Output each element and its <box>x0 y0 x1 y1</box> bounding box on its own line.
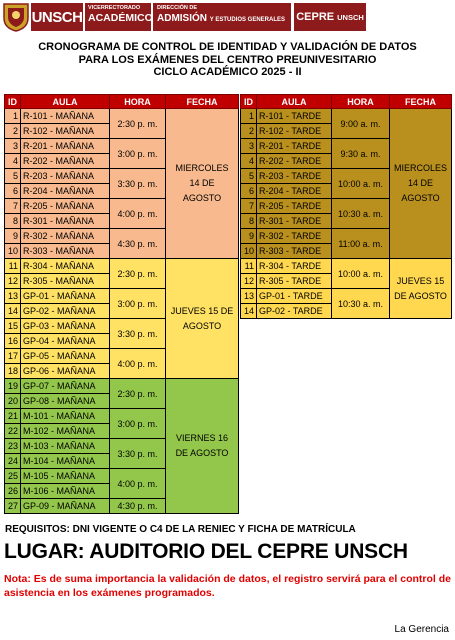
row-hora: 3:00 p. m. <box>110 409 166 439</box>
row-id: 10 <box>241 244 257 259</box>
row-id: 21 <box>5 409 21 424</box>
table-row <box>241 109 452 124</box>
row-aula: R-303 - TARDE <box>257 244 332 259</box>
schedule-table-tarde <box>240 94 452 319</box>
table-row <box>5 259 239 274</box>
vicerrectorado-logo <box>85 3 151 31</box>
row-hora: 4:30 p. m. <box>110 229 166 259</box>
header-logos <box>0 0 455 34</box>
row-id: 9 <box>241 229 257 244</box>
row-aula: M-102 - MAÑANA <box>21 424 110 439</box>
title-line3: CICLO ACADÉMICO 2025 - II <box>153 66 302 78</box>
row-aula: R-205 - MAÑANA <box>21 199 110 214</box>
row-id: 11 <box>241 259 257 274</box>
table-row <box>5 109 239 124</box>
col-header-hora: HORA <box>332 95 390 109</box>
row-hora: 3:30 p. m. <box>110 439 166 469</box>
row-hora: 11:00 a. m. <box>332 229 390 259</box>
cepre-main: CEPRE <box>296 11 335 23</box>
row-id: 2 <box>5 124 21 139</box>
row-fecha: JUEVES 15 DE AGOSTO <box>166 259 239 379</box>
requisitos-text: REQUISITOS: DNI VIGENTE O C4 DE LA RENIEC Y FICHA DE MATRÍCULA <box>5 524 356 535</box>
col-header-hora: HORA <box>110 95 166 109</box>
row-aula: GP-02 - MAÑANA <box>21 304 110 319</box>
row-id: 22 <box>5 424 21 439</box>
vice-line2: ACADÉMICO <box>88 12 153 24</box>
row-aula: M-101 - MAÑANA <box>21 409 110 424</box>
row-aula: GP-04 - MAÑANA <box>21 334 110 349</box>
row-aula: R-303 - MAÑANA <box>21 244 110 259</box>
row-aula: R-203 - MAÑANA <box>21 169 110 184</box>
row-id: 12 <box>241 274 257 289</box>
row-hora: 2:30 p. m. <box>110 379 166 409</box>
row-id: 4 <box>5 154 21 169</box>
row-id: 12 <box>5 274 21 289</box>
row-aula: M-106 - MAÑANA <box>21 484 110 499</box>
row-id: 8 <box>5 214 21 229</box>
row-id: 8 <box>241 214 257 229</box>
admision-logo <box>153 3 291 31</box>
row-hora: 2:30 p. m. <box>110 109 166 139</box>
row-id: 4 <box>241 154 257 169</box>
row-id: 6 <box>241 184 257 199</box>
cepre-small: UNSCH <box>337 12 364 22</box>
row-aula: GP-06 - MAÑANA <box>21 364 110 379</box>
row-id: 1 <box>5 109 21 124</box>
row-id: 5 <box>241 169 257 184</box>
document-title <box>0 41 455 79</box>
row-hora: 4:00 p. m. <box>110 469 166 499</box>
unsch-logo <box>31 3 83 31</box>
title-line1: CRONOGRAMA DE CONTROL DE IDENTIDAD Y VALIDACIÓN DE DATOS <box>38 41 417 53</box>
row-aula: R-305 - TARDE <box>257 274 332 289</box>
row-aula: R-202 - TARDE <box>257 154 332 169</box>
row-id: 24 <box>5 454 21 469</box>
cepre-logo <box>294 3 366 31</box>
row-aula: GP-01 - MAÑANA <box>21 289 110 304</box>
row-aula: GP-09 - MAÑANA <box>21 499 110 514</box>
row-hora: 4:00 p. m. <box>110 199 166 229</box>
row-fecha: MIERCOLES 14 DE AGOSTO <box>390 109 452 259</box>
row-id: 1 <box>241 109 257 124</box>
row-fecha: MIERCOLES 14 DE AGOSTO <box>166 109 239 259</box>
lugar-heading: LUGAR: AUDITORIO DEL CEPRE UNSCH <box>4 540 408 563</box>
row-id: 16 <box>5 334 21 349</box>
row-id: 13 <box>241 289 257 304</box>
adm-line2-main: ADMISIÓN <box>157 13 207 24</box>
row-aula: R-205 - TARDE <box>257 199 332 214</box>
row-hora: 9:00 a. m. <box>332 109 390 139</box>
row-aula: GP-05 - MAÑANA <box>21 349 110 364</box>
row-id: 11 <box>5 259 21 274</box>
title-line2: PARA LOS EXÁMENES DEL CENTRO PREUNIVESITARIO <box>78 53 377 66</box>
row-aula: R-201 - TARDE <box>257 139 332 154</box>
university-crest-icon <box>2 2 30 32</box>
row-id: 13 <box>5 289 21 304</box>
row-aula: GP-01 - TARDE <box>257 289 332 304</box>
row-id: 6 <box>5 184 21 199</box>
row-hora: 9:30 a. m. <box>332 139 390 169</box>
row-aula: R-302 - MAÑANA <box>21 229 110 244</box>
adm-line1: DIRECCIÓN DE <box>157 5 198 11</box>
row-aula: R-304 - MAÑANA <box>21 259 110 274</box>
col-header-id: ID <box>241 95 257 109</box>
unsch-logo-text: UNSCH <box>31 8 83 26</box>
row-aula: R-102 - TARDE <box>257 124 332 139</box>
row-hora: 3:30 p. m. <box>110 169 166 199</box>
col-header-fecha: FECHA <box>390 95 452 109</box>
row-fecha: VIERNES 16 DE AGOSTO <box>166 379 239 514</box>
row-id: 10 <box>5 244 21 259</box>
row-id: 27 <box>5 499 21 514</box>
row-id: 3 <box>241 139 257 154</box>
row-id: 5 <box>5 169 21 184</box>
col-header-fecha: FECHA <box>166 95 239 109</box>
table-header-row <box>5 95 239 109</box>
row-id: 7 <box>241 199 257 214</box>
row-hora: 10:30 a. m. <box>332 289 390 319</box>
row-aula: R-204 - TARDE <box>257 184 332 199</box>
nota-text: Nota: Es de suma importancia la validación de datos, el registro servirá para el control de asistencia en los exámenes programados. <box>4 573 451 599</box>
row-fecha: JUEVES 15 DE AGOSTO <box>390 259 452 319</box>
row-aula: GP-07 - MAÑANA <box>21 379 110 394</box>
row-id: 17 <box>5 349 21 364</box>
row-aula: R-102 - MAÑANA <box>21 124 110 139</box>
row-id: 7 <box>5 199 21 214</box>
row-id: 20 <box>5 394 21 409</box>
row-aula: M-103 - MAÑANA <box>21 439 110 454</box>
row-id: 15 <box>5 319 21 334</box>
row-aula: R-304 - TARDE <box>257 259 332 274</box>
row-hora: 4:00 p. m. <box>110 349 166 379</box>
row-hora: 10:00 a. m. <box>332 169 390 199</box>
row-id: 14 <box>5 304 21 319</box>
row-id: 2 <box>241 124 257 139</box>
row-aula: R-302 - TARDE <box>257 229 332 244</box>
row-hora: 3:00 p. m. <box>110 139 166 169</box>
row-id: 14 <box>241 304 257 319</box>
row-id: 3 <box>5 139 21 154</box>
row-aula: M-104 - MAÑANA <box>21 454 110 469</box>
adm-line2 <box>157 12 287 27</box>
row-id: 25 <box>5 469 21 484</box>
row-id: 23 <box>5 439 21 454</box>
table-header-row <box>241 95 452 109</box>
row-hora: 3:30 p. m. <box>110 319 166 349</box>
row-aula: R-305 - MAÑANA <box>21 274 110 289</box>
schedule-table-manana <box>4 94 239 514</box>
row-hora: 4:30 p. m. <box>110 499 166 514</box>
row-aula: R-201 - MAÑANA <box>21 139 110 154</box>
row-id: 26 <box>5 484 21 499</box>
row-aula: GP-08 - MAÑANA <box>21 394 110 409</box>
row-hora: 10:00 a. m. <box>332 259 390 289</box>
table-row <box>5 379 239 394</box>
row-id: 19 <box>5 379 21 394</box>
table-row <box>241 259 452 274</box>
row-hora: 2:30 p. m. <box>110 259 166 289</box>
adm-line2-small: Y ESTUDIOS GENERALES <box>209 17 286 23</box>
row-aula: R-204 - MAÑANA <box>21 184 110 199</box>
col-header-aula: AULA <box>21 95 110 109</box>
row-aula: R-101 - MAÑANA <box>21 109 110 124</box>
col-header-aula: AULA <box>257 95 332 109</box>
row-aula: R-203 - TARDE <box>257 169 332 184</box>
row-id: 9 <box>5 229 21 244</box>
row-aula: R-101 - TARDE <box>257 109 332 124</box>
row-aula: R-202 - MAÑANA <box>21 154 110 169</box>
signature-text: La Gerencia <box>394 624 449 635</box>
vice-line1: VICERRECTORADO <box>88 5 141 11</box>
col-header-id: ID <box>5 95 21 109</box>
row-id: 18 <box>5 364 21 379</box>
row-hora: 3:00 p. m. <box>110 289 166 319</box>
row-aula: GP-02 - TARDE <box>257 304 332 319</box>
row-aula: R-301 - TARDE <box>257 214 332 229</box>
row-hora: 10:30 a. m. <box>332 199 390 229</box>
row-aula: M-105 - MAÑANA <box>21 469 110 484</box>
row-aula: GP-03 - MAÑANA <box>21 319 110 334</box>
row-aula: R-301 - MAÑANA <box>21 214 110 229</box>
